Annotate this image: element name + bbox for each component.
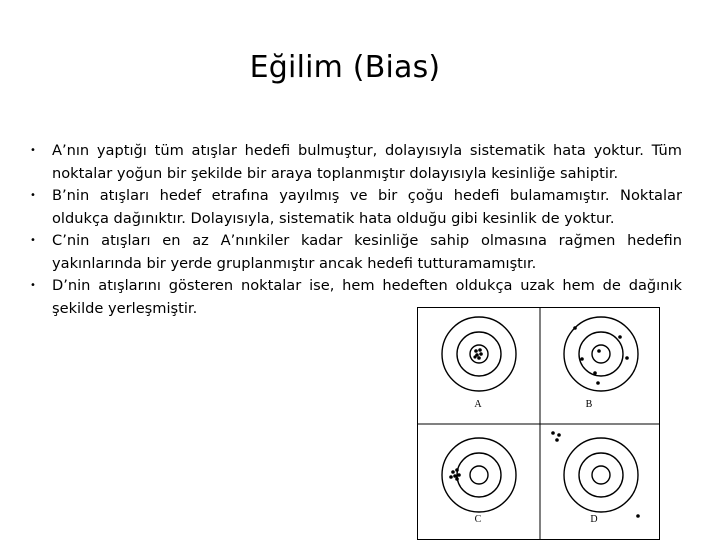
bullet-list — [30, 140, 682, 320]
bullet-marker: • — [30, 280, 36, 291]
target-ring-inner — [592, 345, 610, 363]
target-ring-middle — [457, 332, 501, 376]
target-diagram — [417, 307, 660, 540]
shot-cluster-c — [449, 468, 461, 481]
target-d — [551, 431, 640, 518]
label-d: D — [590, 514, 598, 525]
label-c: C — [474, 514, 482, 525]
target-ring-inner — [470, 466, 488, 484]
bullet-text-d: D’nin atışlarını gösteren noktalar ise, hem hedeften oldukça uzak hem de dağınık şekilde yerleşmiştir. — [52, 277, 682, 317]
bullet-item-b — [30, 185, 682, 230]
bullet-marker: • — [30, 190, 36, 201]
bullet-marker: • — [30, 145, 36, 156]
bullet-item-c — [30, 230, 682, 275]
bullet-item-a — [30, 140, 682, 185]
target-ring-middle — [579, 453, 623, 497]
label-b: B — [585, 399, 593, 410]
target-figure — [417, 307, 660, 540]
target-ring-outer — [442, 438, 516, 512]
bullet-text-a: A’nın yaptığı tüm atışlar hedefi bulmuştur, dolayısıyla sistematik hata yoktur. Tüm noktalar yoğun bir şekilde bir araya toplanmıştır dolayısıyla kesinliğe sahiptir. — [52, 142, 682, 182]
target-ring-outer — [564, 438, 638, 512]
bullet-text-c: C’nin atışları en az A’nınkiler kadar kesinliğe sahip olmasına rağmen hedefin yakınlarında bir yerde gruplanmıştır ancak hedefi tutturamamıştır. — [52, 232, 682, 272]
page-title: Eğilim (Bias) — [249, 50, 441, 85]
bullet-marker: • — [30, 235, 36, 246]
shot-cluster-a — [473, 348, 482, 360]
target-ring-outer — [442, 317, 516, 391]
bullet-text-b: B’nin atışları hedef etrafına yayılmış ve bir çoğu hedefi bulamamıştır. Noktalar oldukça dağınıktır. Dolayısıyla, sistematik hata olduğu gibi kesinlik de yoktur. — [52, 187, 682, 227]
target-ring-inner — [470, 345, 488, 363]
target-ring-middle — [457, 453, 501, 497]
target-c — [442, 438, 516, 512]
target-ring-middle — [579, 332, 623, 376]
label-a: A — [474, 399, 482, 410]
target-a — [442, 317, 516, 391]
target-ring-inner — [592, 466, 610, 484]
target-b — [564, 317, 638, 391]
